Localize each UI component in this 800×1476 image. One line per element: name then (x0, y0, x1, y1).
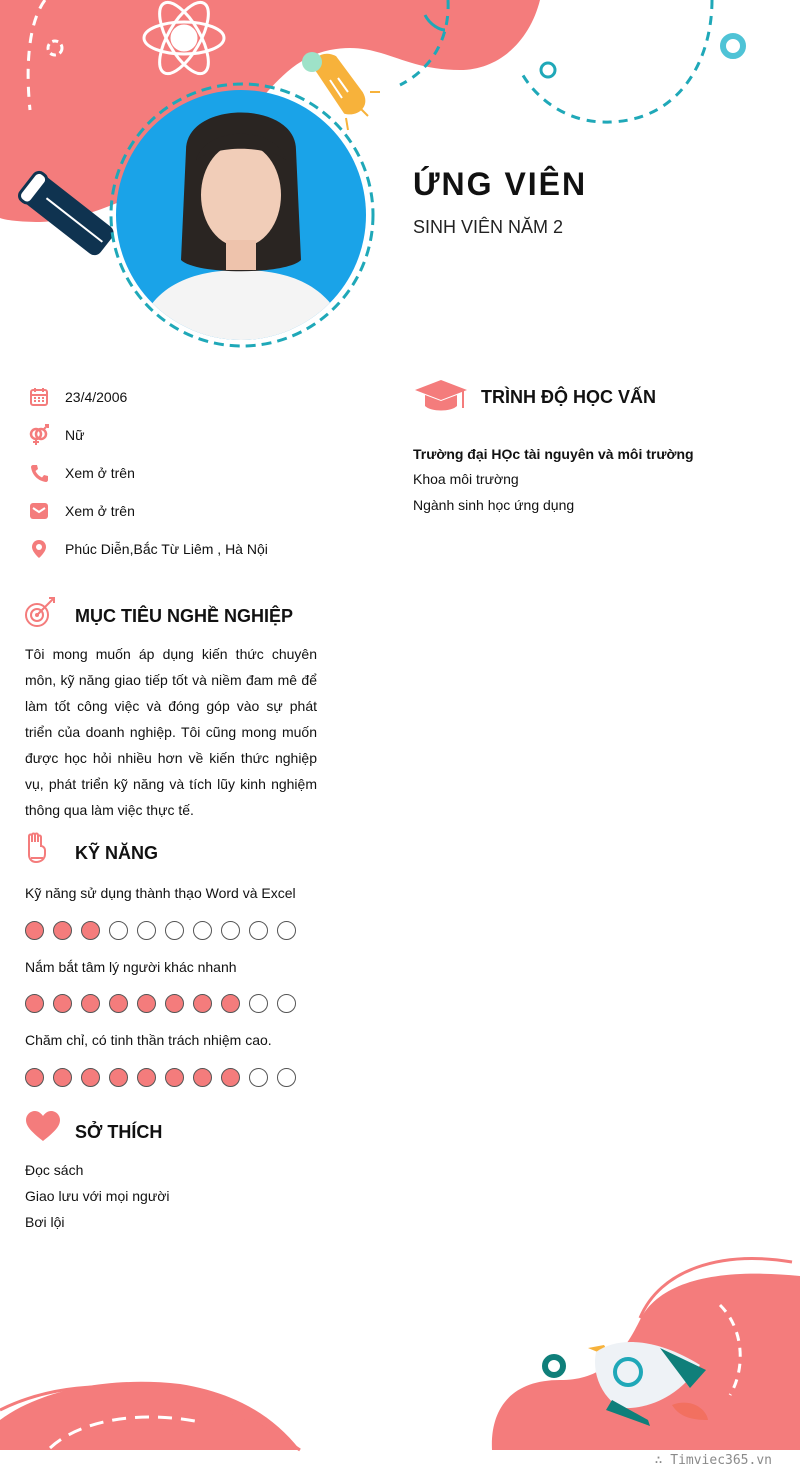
skill-rating (25, 1068, 296, 1087)
rating-dot-filled (109, 1068, 128, 1087)
hobby-item: Bơi lội (25, 1214, 65, 1230)
education-title: TRÌNH ĐỘ HỌC VẤN (481, 387, 656, 407)
rating-dot-empty (165, 921, 184, 940)
rating-dot-filled (165, 1068, 184, 1087)
avatar-photo (116, 90, 366, 340)
rating-dot-filled (81, 994, 100, 1013)
rating-dot-filled (25, 1068, 44, 1087)
heart-icon (25, 1110, 61, 1147)
objective-text: Tôi mong muốn áp dụng kiến thức chuyên môn, kỹ năng giao tiếp tốt và niềm đam mê để làm tốt công việc và đóng góp vào sự phát triển của doanh nghiệp. Tôi cũng mong muốn được học hỏi nhiều hơn về kiến thức nghiệp vụ, phát triển kỹ năng và tích lũy kinh nghiệm thông qua làm việc thực tế. (25, 646, 317, 818)
contact-gender-text: Nữ (65, 427, 85, 443)
education-faculty: Khoa môi trường (413, 471, 519, 487)
rating-dot-empty (249, 1068, 268, 1087)
rating-dot-filled (221, 994, 240, 1013)
teal-ring-icon (723, 36, 743, 56)
email-icon (28, 500, 50, 522)
location-pin-icon (28, 538, 50, 560)
rating-dot-filled (53, 921, 72, 940)
target-icon (24, 596, 58, 635)
bottom-left-blob (0, 1382, 300, 1450)
objective-title: MỤC TIÊU NGHỀ NGHIỆP (75, 606, 294, 626)
hobby-item: Đọc sách (25, 1162, 84, 1178)
watermark: ∴ Timviec365.vn (654, 1453, 772, 1468)
rating-dot-filled (165, 994, 184, 1013)
rating-dot-empty (249, 994, 268, 1013)
rating-dot-filled (193, 1068, 212, 1087)
hobbies-title: SỞ THÍCH (75, 1122, 163, 1142)
fist-icon (25, 832, 49, 869)
contact-birthdate-text: 23/4/2006 (65, 389, 128, 405)
calendar-icon (28, 386, 50, 408)
contact-email-text: Xem ở trên (65, 503, 135, 519)
contact-gender (28, 422, 84, 448)
skills-title: KỸ NĂNG (75, 843, 159, 863)
rating-dot-filled (53, 1068, 72, 1087)
rating-dot-filled (193, 994, 212, 1013)
skill-name: Kỹ năng sử dụng thành thạo Word và Excel (25, 885, 296, 901)
rating-dot-filled (53, 994, 72, 1013)
hobby-item: Giao lưu với mọi người (25, 1188, 170, 1204)
rating-dot-empty (221, 921, 240, 940)
contact-address (28, 536, 268, 562)
rating-dot-empty (137, 921, 156, 940)
phone-icon (28, 462, 50, 484)
contact-birthdate (28, 384, 127, 410)
rating-dot-filled (25, 994, 44, 1013)
rating-dot-filled (109, 994, 128, 1013)
contact-address-text: Phúc Diễn,Bắc Từ Liêm , Hà Nội (65, 541, 268, 557)
candidate-subtitle: SINH VIÊN NĂM 2 (413, 217, 564, 237)
rating-dot-filled (81, 921, 100, 940)
skill-rating (25, 994, 296, 1013)
contact-email (28, 498, 135, 524)
rating-dot-empty (277, 994, 296, 1013)
candidate-name: ỨNG VIÊN (413, 166, 588, 202)
rating-dot-filled (25, 921, 44, 940)
gender-icon (28, 424, 50, 446)
rating-dot-filled (81, 1068, 100, 1087)
education-school: Trường đại HỌc tài nguyên và môi trường (413, 446, 694, 462)
rating-dot-filled (137, 994, 156, 1013)
skill-name: Nắm bắt tâm lý người khác nhanh (25, 959, 237, 975)
rating-dot-empty (193, 921, 212, 940)
education-major: Ngành sinh học ứng dụng (413, 497, 575, 513)
contact-phone-text: Xem ở trên (65, 465, 135, 481)
rating-dot-filled (137, 1068, 156, 1087)
contact-phone (28, 460, 135, 486)
rating-dot-filled (221, 1068, 240, 1087)
rating-dot-empty (277, 1068, 296, 1087)
rating-dot-empty (109, 921, 128, 940)
skill-name: Chăm chỉ, có tinh thần trách nhiệm cao. (25, 1032, 272, 1048)
rating-dot-empty (249, 921, 268, 940)
rating-dot-empty (277, 921, 296, 940)
graduation-cap-icon (413, 378, 469, 421)
skill-rating (25, 921, 296, 940)
